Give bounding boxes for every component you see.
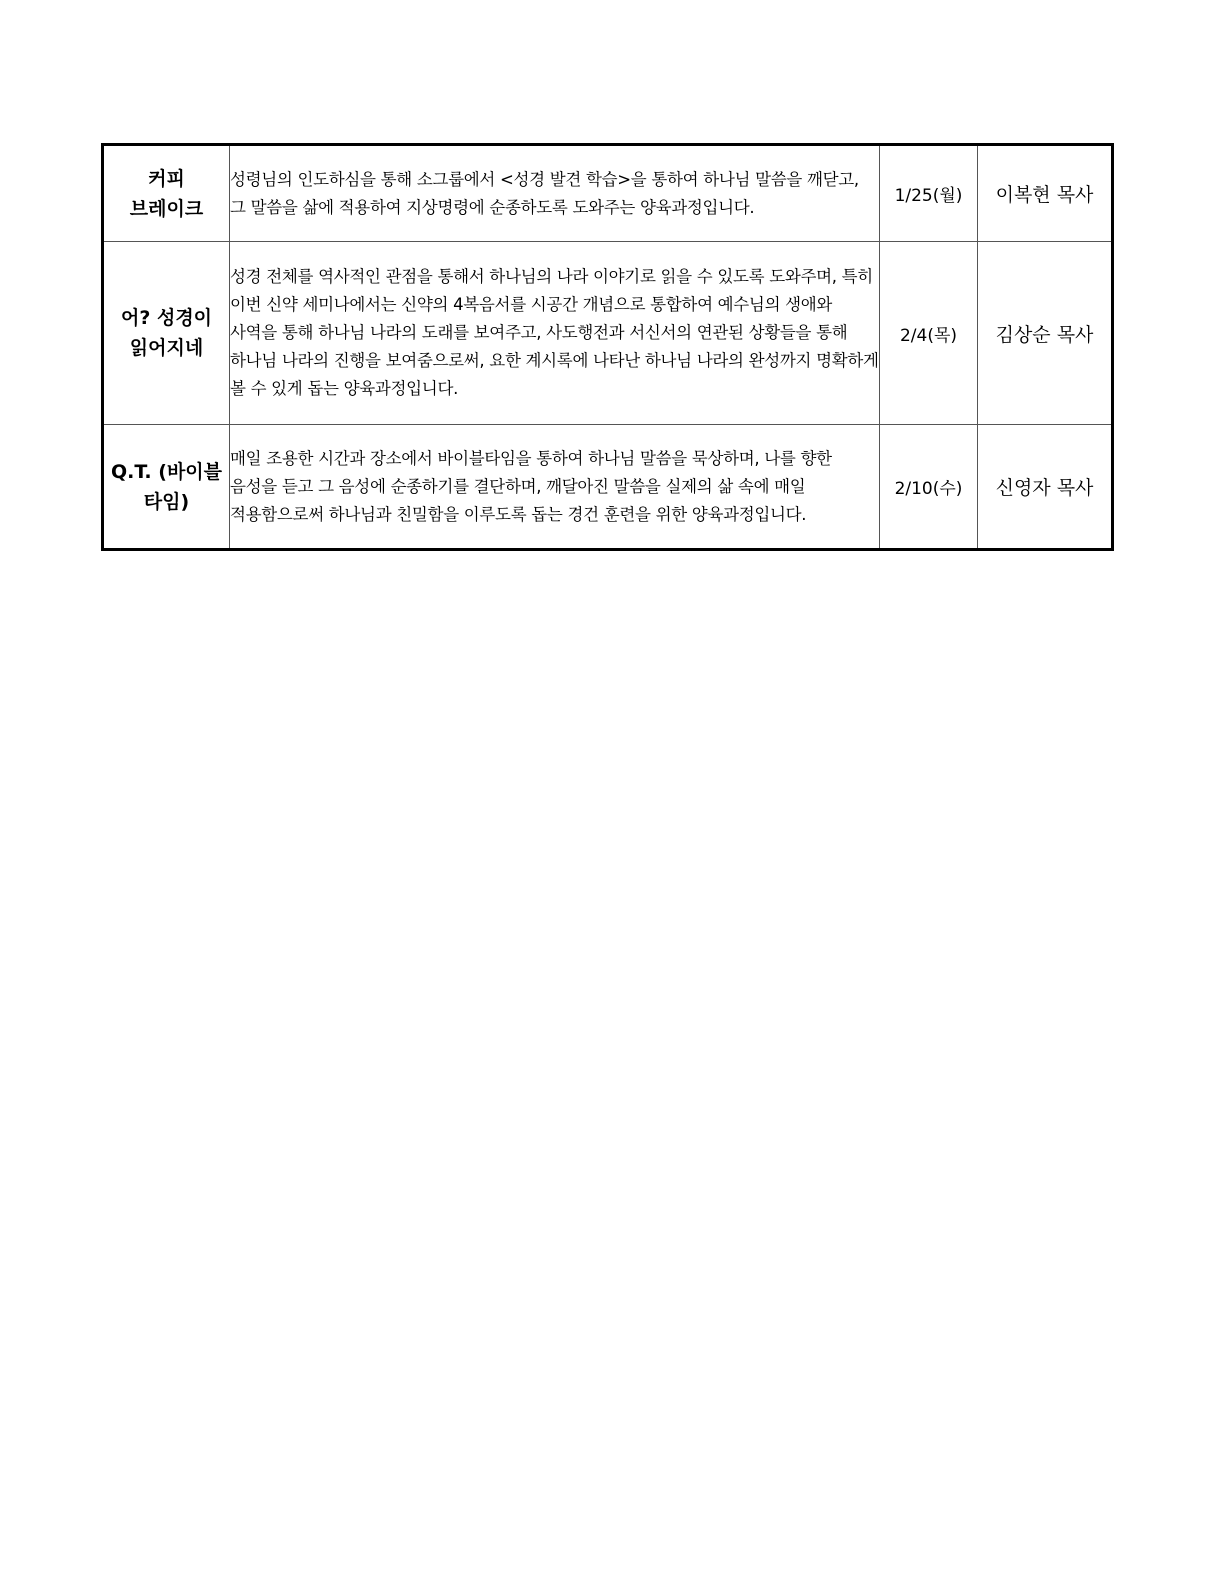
course-title	[103, 425, 230, 550]
course-title	[103, 242, 230, 425]
course-title	[103, 145, 230, 242]
table-row	[103, 145, 1113, 242]
course-title-line: 커피	[148, 167, 185, 190]
course-description: 매일 조용한 시간과 장소에서 바이블타임을 통하여 하나님 말씀을 묵상하며, 나를 향한 음성을 듣고 그 음성에 순종하기를 결단하며, 깨달아진 말씀을 실제의 삶 속에 매일 적용함으로써 하나님과 친밀함을 이루도록 돕는 경건 훈련을 위한 양육과정입니다.	[230, 425, 880, 550]
course-title-line: 타임)	[143, 490, 190, 513]
course-date: 2/10(수)	[880, 425, 978, 550]
course-leader: 신영자 목사	[978, 425, 1113, 550]
course-title-line: 브레이크	[129, 197, 204, 220]
table-row	[103, 242, 1113, 425]
table-row	[103, 425, 1113, 550]
course-description: 성령님의 인도하심을 통해 소그룹에서 <성경 발견 학습>을 통하여 하나님 말씀을 깨닫고, 그 말씀을 삶에 적용하여 지상명령에 순종하도록 도와주는 양육과정입니다.	[230, 145, 880, 242]
course-title-line: 어? 성경이	[120, 307, 213, 329]
course-table	[101, 143, 1114, 551]
course-title-line: Q.T. (바이블	[110, 460, 223, 483]
course-description: 성경 전체를 역사적인 관점을 통해서 하나님의 나라 이야기로 읽을 수 있도록 도와주며, 특히 이번 신약 세미나에서는 신약의 4복음서를 시공간 개념으로 통합하여 예수님의 생애와 사역을 통해 하나님 나라의 도래를 보여주고, 사도행전과 서신서의 연관된 상황들을 통해 하나님 나라의 진행을 보여줌으로써, 요한 계시록에 나타난 하나님 나라의 완성까지 명확하게 볼 수 있게 돕는 양육과정입니다.	[230, 242, 880, 425]
course-leader: 김상순 목사	[978, 242, 1113, 425]
course-date: 2/4(목)	[880, 242, 978, 425]
course-date: 1/25(월)	[880, 145, 978, 242]
course-leader: 이복현 목사	[978, 145, 1113, 242]
course-title-line: 읽어지네	[129, 337, 204, 359]
